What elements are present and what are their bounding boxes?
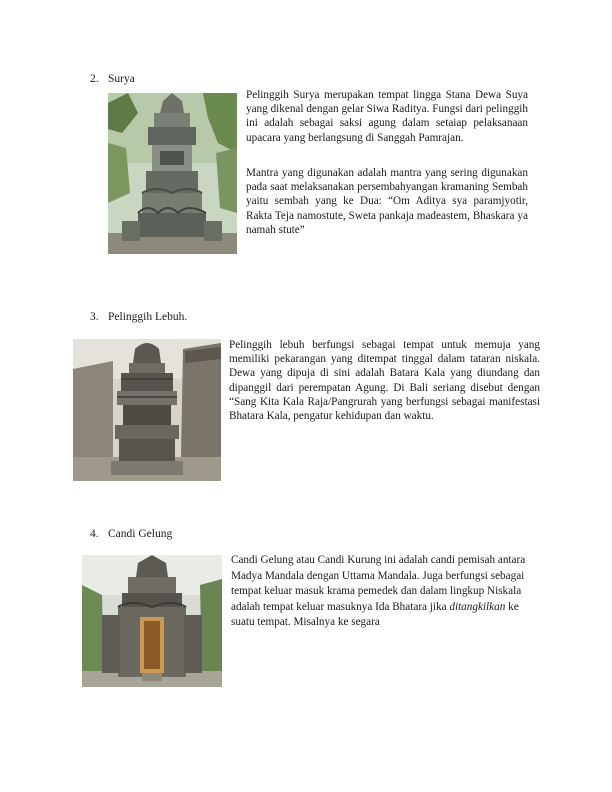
candi-gelung-description [231, 553, 537, 631]
section-number: 3. [90, 311, 99, 323]
candi-gelung-photo [82, 555, 222, 687]
section-title: Candi Gelung [108, 528, 173, 540]
section-number: 2. [90, 73, 99, 85]
section-heading-lebuh [90, 310, 187, 324]
surya-mantra: Mantra yang digunakan adalah mantra yang sering digunakan pada saat melaksanakan persembahyangan kramaning Sembah yaitu sembah yang ke Dua: “Om Aditya sya paramjyotir, Rakta Teja namostute, Sweta pankaja madeastem, Bhaskara ya namah stute” [246, 167, 528, 236]
candi-gelung-text-end: ke suatu tempat. Misalnya ke segara [231, 600, 519, 629]
section-heading-candi-gelung [90, 527, 172, 541]
candi-gelung-text: Candi Gelung atau Candi Kurung ini adalah candi pemisah antara Madya Mandala dengan Uttama Mandala. Juga berfungsi sebagai tempat keluar masuk krama pemedek dan dalam lingkup Niskala adalah tempat keluar masuknya Ida Bhatara jika [231, 554, 526, 613]
pelinggih-surya-photo [108, 93, 237, 254]
section-number: 4. [90, 528, 99, 540]
section-heading-surya [90, 72, 135, 86]
lebuh-description: Pelinggih lebuh berfungsi sebagai tempat untuk memuja yang memiliki pekarangan yang ditempat tinggal dalam tataran niskala. Dewa yang dipuja di sini adalah Batara Kala yang diundang dan dipanggil dari perempatan Agung. Di Bali seriang disebut dengan “Sang Kita Kala Raja/Pangrurah yang berfungsi sebagai manifestasi Bhatara Kala, pengatur kehidupan dan waktu. [229, 339, 540, 423]
section-title: Surya [108, 73, 135, 85]
surya-description: Pelinggih Surya merupakan tempat lingga Stana Dewa Suya yang dikenal dengan gelar Siwa Raditya. Fungsi dari pelinggih ini adalah sebagai saksi agung dalam setaiap pelaksanaan upacara yang berlangsung di Sanggah Pamrajan. [246, 89, 528, 144]
section-title: Pelinggih Lebuh. [108, 311, 188, 323]
pelinggih-lebuh-photo [73, 339, 221, 481]
candi-gelung-italic-term: ditangkilkan [449, 600, 506, 613]
